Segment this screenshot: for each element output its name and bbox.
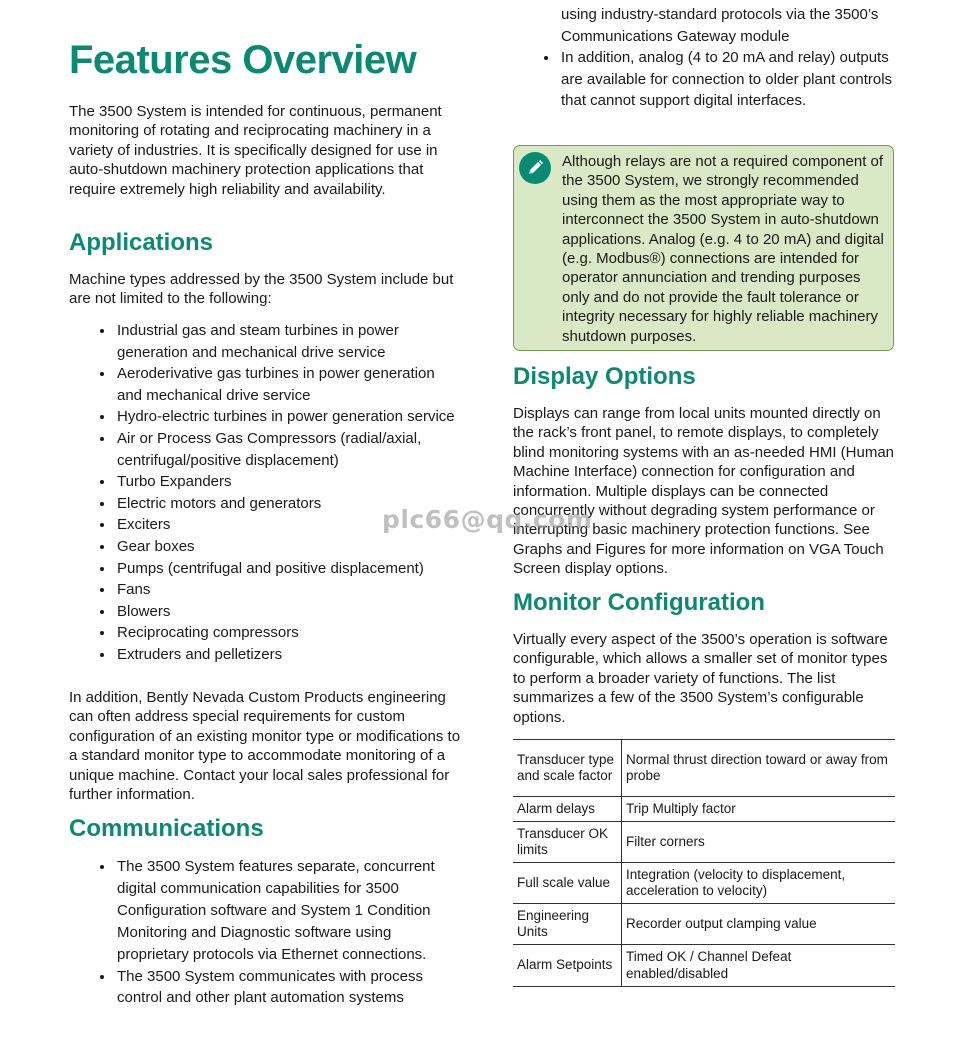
table-row bbox=[513, 740, 895, 797]
list-item: Fans bbox=[69, 579, 461, 601]
table-cell: Transducer OK limits bbox=[513, 822, 622, 863]
table-cell: Transducer type and scale factor bbox=[513, 740, 622, 797]
list-item: Reciprocating compressors bbox=[69, 622, 461, 644]
list-item: Blowers bbox=[69, 601, 461, 623]
watermark: plc66@qq.com bbox=[382, 505, 593, 534]
table-row bbox=[513, 945, 895, 987]
list-item: Exciters bbox=[69, 514, 461, 536]
list-item: Turbo Expanders bbox=[69, 471, 461, 493]
list-item: Industrial gas and steam turbines in power generation and mechanical drive service bbox=[69, 320, 461, 363]
applications-lead: Machine types addressed by the 3500 System include but are not limited to the following: bbox=[69, 271, 454, 308]
list-item: The 3500 System communicates with process control and other plant automation systems bbox=[69, 966, 461, 1010]
applications-heading: Applications bbox=[69, 229, 214, 256]
list-item: Aeroderivative gas turbines in power generation and mechanical drive service bbox=[69, 363, 461, 406]
table-cell: Normal thrust direction toward or away from probe bbox=[622, 740, 896, 797]
list-item: Electric motors and generators bbox=[69, 493, 461, 515]
display-options-text: Displays can range from local units mounted directly on the rack’s front panel, to remote displays, to completely blind monitoring systems with an as-needed HMI (Human Machine Interface) connection for configuration and information. Multiple displays can be connected concurrently without degrading system performance or interrupting basic machinery protection functions. See Graphs and Figures for more information on VGA Touch Screen display options. bbox=[513, 405, 894, 578]
intro-paragraph: The 3500 System is intended for continuous, permanent monitoring of rotating and reciprocating machinery in a variety of industries. It is specifically designed for use in auto-shutdown machinery protection applications that require extremely high reliability and availability. bbox=[69, 103, 442, 198]
list-item: Extruders and pelletizers bbox=[69, 644, 461, 666]
list-item-continued: using industry-standard protocols via the 3500’s Communications Gateway module bbox=[561, 6, 879, 45]
communications-list bbox=[69, 856, 461, 1009]
applications-list bbox=[69, 320, 461, 666]
list-item: Hydro-electric turbines in power generation service bbox=[69, 406, 461, 428]
table-cell: Recorder output clamping value bbox=[622, 904, 896, 945]
monitor-configuration-heading: Monitor Configuration bbox=[513, 589, 765, 616]
configurable-options-table bbox=[513, 739, 895, 987]
applications-closing: In addition, Bently Nevada Custom Products engineering can often address special requirements for custom configuration of an existing monitor type or modifications to a standard monitor type to accommodate monitoring of a unique machine. Contact your local sales professional for further information. bbox=[69, 689, 461, 804]
table-cell: Full scale value bbox=[513, 863, 622, 904]
display-options-heading: Display Options bbox=[513, 363, 696, 390]
pencil-icon bbox=[519, 152, 551, 184]
list-item: Pumps (centrifugal and positive displacement) bbox=[69, 558, 461, 580]
table-cell: Alarm Setpoints bbox=[513, 945, 622, 987]
table-row bbox=[513, 904, 895, 945]
table-cell: Engineering Units bbox=[513, 904, 622, 945]
table-row bbox=[513, 797, 895, 822]
page-title: Features Overview bbox=[69, 38, 417, 82]
table-row bbox=[513, 822, 895, 863]
note-text: Although relays are not a required component of the 3500 System, we strongly recommended using them as the most appropriate way to interconnect the 3500 System in auto-shutdown applications. Analog (e.g. 4 to 20 mA) and digital (e.g. Modbus®) connections are intended for operator annunciation and trending purposes only and do not provide the fault tolerance or integrity necessary for highly reliable machinery shutdown purposes. bbox=[562, 153, 884, 345]
table-row bbox=[513, 863, 895, 904]
list-item: The 3500 System features separate, concurrent digital communication capabilities for 3500 Configuration software and System 1 Condition Monitoring and Diagnostic software using proprietary protocols via Ethernet connections. bbox=[69, 856, 461, 966]
communications-heading: Communications bbox=[69, 815, 264, 842]
monitor-configuration-text: Virtually every aspect of the 3500’s operation is software configurable, which allows a smaller set of monitor types to perform a broader variety of functions. The list summarizes a few of the 3500 System’s configurable options. bbox=[513, 631, 888, 726]
table-cell: Filter corners bbox=[622, 822, 896, 863]
communications-list-continued bbox=[513, 4, 898, 112]
table-cell: Trip Multiply factor bbox=[622, 797, 896, 822]
note-callout bbox=[513, 145, 894, 351]
list-item: Gear boxes bbox=[69, 536, 461, 558]
table-cell: Integration (velocity to displacement, acceleration to velocity) bbox=[622, 863, 896, 904]
list-item: Air or Process Gas Compressors (radial/axial, centrifugal/positive displacement) bbox=[69, 428, 461, 471]
table-cell: Alarm delays bbox=[513, 797, 622, 822]
list-item: In addition, analog (4 to 20 mA and relay) outputs are available for connection to older plant controls that cannot support digital interfaces. bbox=[513, 47, 898, 112]
table-cell: Timed OK / Channel Defeat enabled/disabled bbox=[622, 945, 896, 987]
